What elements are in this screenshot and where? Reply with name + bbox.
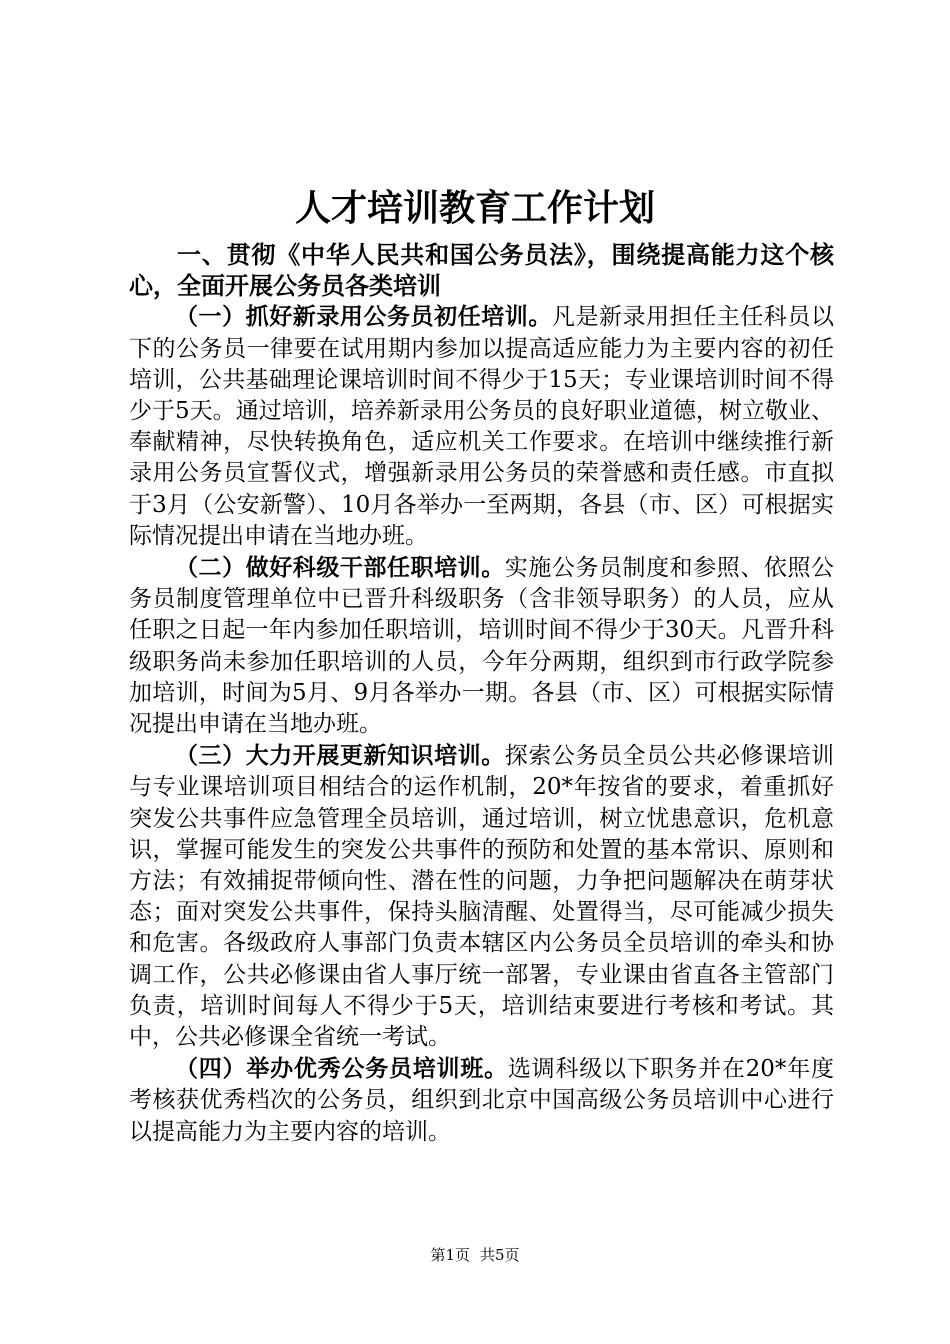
paragraph-lead: （四）举办优秀公务员培训班。 — [175, 1055, 508, 1083]
paragraph-lead: （二）做好科级干部任职培训。 — [175, 554, 505, 582]
page-total: 共5页 — [480, 1246, 520, 1264]
paragraph-text: 凡是新录用担任主任科员以下的公务员一律要在试用期内参加以提高适应能力为主要内容的初任培训，公共基础理论课培训时间不得少于15天；专业课培训时间不得少于5天。通过培训，培养新录用公务员的良好职业道德，树立敬业、奉献精神，尽快转换角色，适应机关工作要求。在培训中继续推行新录用公务员宣誓仪式，增强新录用公务员的荣誉感和责任感。市直拟于3月（公安新警）、10月各举办一至两期，各县（市、区）可根据实际情况提出申请在当地办班。 — [129, 304, 835, 549]
paragraph-initial-training — [129, 301, 834, 552]
section-one-heading: 一、贯彻《中华人民共和国公务员法》，围绕提高能力这个核心，全面开展公务员各类培训 — [129, 240, 834, 301]
document-title: 人才培训教育工作计划 — [294, 187, 655, 229]
paragraph-section-chief-training — [129, 552, 834, 740]
paragraph-lead: （一）抓好新录用公务员初任培训。 — [175, 303, 552, 331]
paragraph-lead: （三）大力开展更新知识培训。 — [175, 742, 505, 770]
paragraph-text: 探索公务员全员公共必修课培训与专业课培训项目相结合的运作机制，20*年按省的要求，着重抓好突发公共事件应急管理全员培训，通过培训，树立忧患意识，危机意识，掌握可能发生的突发公共事件的预防和处置的基本常识、原则和方法；有效捕捉带倾向性、潜在性的问题，力争把问题解决在萌芽状态；面对突发公共事件，保持头脑清醒、处置得当，尽可能减少损失和危害。各级政府人事部门负责本辖区内公务员全员培训的牵头和协调工作，公共必修课由省人事厅统一部署，专业课由省直各主管部门负责，培训时间每人不得少于5天，培训结束要进行考核和考试。其中，公共必修课全省统一考试。 — [129, 743, 835, 1051]
paragraph-knowledge-update-training — [129, 740, 834, 1053]
document-body — [129, 239, 834, 1148]
page-footer — [0, 1245, 950, 1265]
paragraph-text: 实施公务员制度和参照、依照公务员制度管理单位中已晋升科级职务（含非领导职务）的人员，应从任职之日起一年内参加任职培训，培训时间不得少于30天。凡晋升科级职务尚未参加任职培训的人员，今年分两期，组织到市行政学院参加培训，时间为5月、9月各举办一期。各县（市、区）可根据实际情况提出申请在当地办班。 — [129, 555, 835, 738]
paragraph-text: 选调科级以下职务并在20*年度考核获优秀档次的公务员，组织到北京中国高级公务员培训中心进行以提高能力为主要内容的培训。 — [129, 1056, 834, 1145]
page-number: 第1页 — [430, 1246, 470, 1264]
paragraph-excellent-servant-class — [129, 1053, 834, 1148]
